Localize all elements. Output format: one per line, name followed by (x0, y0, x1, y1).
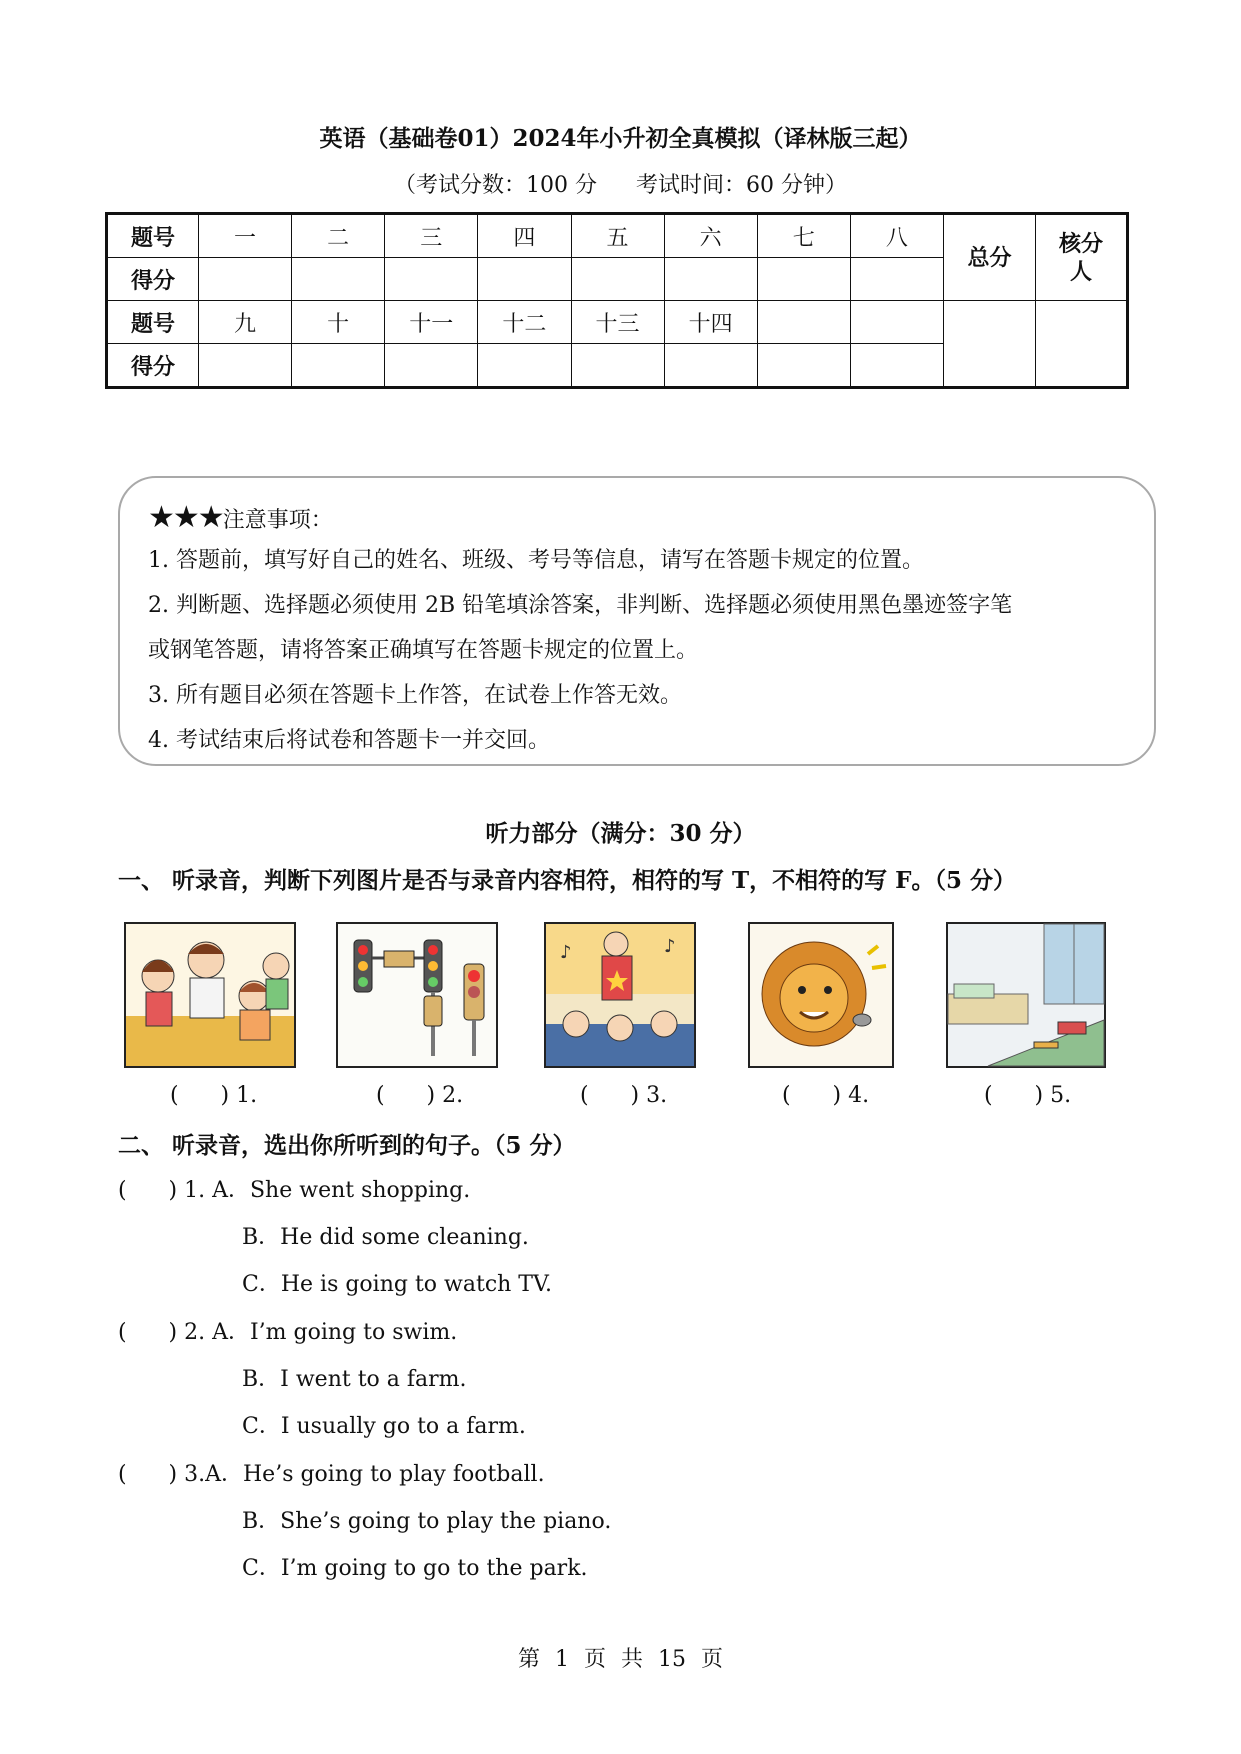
star-icon: ★★★ (148, 500, 223, 535)
score-cell[interactable] (292, 344, 385, 388)
exam-title: 英语（基础卷01）2024年小升初全真模拟（译林版三起） (319, 125, 922, 152)
score-cell[interactable] (478, 258, 571, 301)
notice-line: 3. 所有题目必须在答题卡上作答，在试卷上作答无效。 (148, 683, 682, 708)
option-b: B．He did some cleaning. (242, 1225, 529, 1250)
score-cell[interactable] (385, 258, 478, 301)
question-number: 十 (292, 301, 385, 344)
part1-heading: 一、 听录音，判断下列图片是否与录音内容相符，相符的写 T，不相符的写 F。（5 分） (118, 867, 1016, 894)
question-stem[interactable]: ( ) 3.A．He’s going to play football. (118, 1462, 545, 1487)
option-c: C．He is going to watch TV. (242, 1272, 553, 1297)
checker-label-text: 核分人 (1058, 230, 1103, 285)
notice-heading-text: 注意事项： (222, 508, 333, 533)
total-label: 总分 (944, 214, 1036, 301)
part2-heading: 二、 听录音，选出你所听到的句子。（5 分） (118, 1132, 576, 1159)
option-c: C．I’m going to go to the park. (242, 1556, 588, 1581)
notice-line: 4. 考试结束后将试卷和答题卡一并交回。 (148, 728, 550, 753)
question-stem[interactable]: ( ) 2. A．I’m going to swim. (118, 1320, 458, 1345)
question-stem[interactable]: ( ) 1. A．She went shopping. (118, 1178, 471, 1203)
score-cell[interactable] (571, 344, 664, 388)
notice-line: 或钢笔答题，请将答案正确填写在答题卡规定的位置上。 (148, 638, 699, 663)
score-table (105, 212, 1129, 389)
notice-content (148, 498, 1138, 753)
notice-line: 2. 判断题、选择题必须使用 2B 铅笔填涂答案，非判断、选择题必须使用黑色墨迹签字笔 (148, 593, 1013, 618)
row-label-score: 得分 (107, 258, 199, 301)
option-c: C．I usually go to a farm. (242, 1414, 526, 1439)
score-cell[interactable] (571, 258, 664, 301)
total-score-cell[interactable] (944, 301, 1036, 388)
children-talking-picture (124, 922, 296, 1068)
question-number (850, 301, 943, 344)
option-b: B．She’s going to play the piano. (242, 1509, 612, 1534)
row-label-number: 题号 (107, 214, 199, 258)
section-title: 听力部分（满分：30 分） (485, 820, 756, 847)
singer-concert-picture (544, 922, 696, 1068)
notice-heading (148, 498, 1138, 538)
question-number: 三 (385, 214, 478, 258)
svg-text:♪: ♪ (560, 942, 572, 963)
svg-text:♪: ♪ (664, 936, 676, 957)
question-number: 九 (199, 301, 292, 344)
score-cell[interactable] (664, 344, 757, 388)
bedroom-desk-picture (946, 922, 1106, 1068)
question-number: 二 (292, 214, 385, 258)
row-label-score: 得分 (107, 344, 199, 388)
score-cell[interactable] (757, 258, 850, 301)
score-cell[interactable] (199, 258, 292, 301)
question-number: 十二 (478, 301, 571, 344)
question-number: 一 (199, 214, 292, 258)
row-label-number: 题号 (107, 301, 199, 344)
score-cell[interactable] (199, 344, 292, 388)
option-b: B．I went to a farm. (242, 1367, 467, 1392)
lion-mouse-picture (748, 922, 894, 1068)
question-number: 十一 (385, 301, 478, 344)
question-number: 七 (757, 214, 850, 258)
picture-answer-label[interactable]: ( ) 4. (782, 1083, 870, 1108)
score-info: （考试分数：100 分 (394, 173, 597, 198)
question-number: 六 (664, 214, 757, 258)
time-info: 考试时间：60 分钟） (636, 173, 847, 198)
notice-line: 1. 答题前，填写好自己的姓名、班级、考号等信息，请写在答题卡规定的位置。 (148, 548, 924, 573)
score-cell[interactable] (385, 344, 478, 388)
picture-answer-label[interactable]: ( ) 1. (170, 1083, 258, 1108)
checker-label (1036, 214, 1128, 301)
exam-subtitle (0, 168, 1241, 199)
picture-answer-label[interactable]: ( ) 5. (984, 1083, 1072, 1108)
picture-answer-label[interactable]: ( ) 3. (580, 1083, 668, 1108)
checker-cell[interactable] (1036, 301, 1128, 388)
question-number: 五 (571, 214, 664, 258)
notice-box (118, 476, 1156, 766)
question-number: 四 (478, 214, 571, 258)
score-cell[interactable] (850, 344, 943, 388)
question-number: 八 (850, 214, 943, 258)
picture-answer-label[interactable]: ( ) 2. (376, 1083, 464, 1108)
score-cell[interactable] (850, 258, 943, 301)
question-number: 十三 (571, 301, 664, 344)
page-footer: 第 1 页 共 15 页 (518, 1647, 723, 1672)
traffic-lights-picture (336, 922, 498, 1068)
score-cell[interactable] (664, 258, 757, 301)
score-cell[interactable] (757, 344, 850, 388)
score-cell[interactable] (478, 344, 571, 388)
question-number (757, 301, 850, 344)
question-number: 十四 (664, 301, 757, 344)
score-cell[interactable] (292, 258, 385, 301)
